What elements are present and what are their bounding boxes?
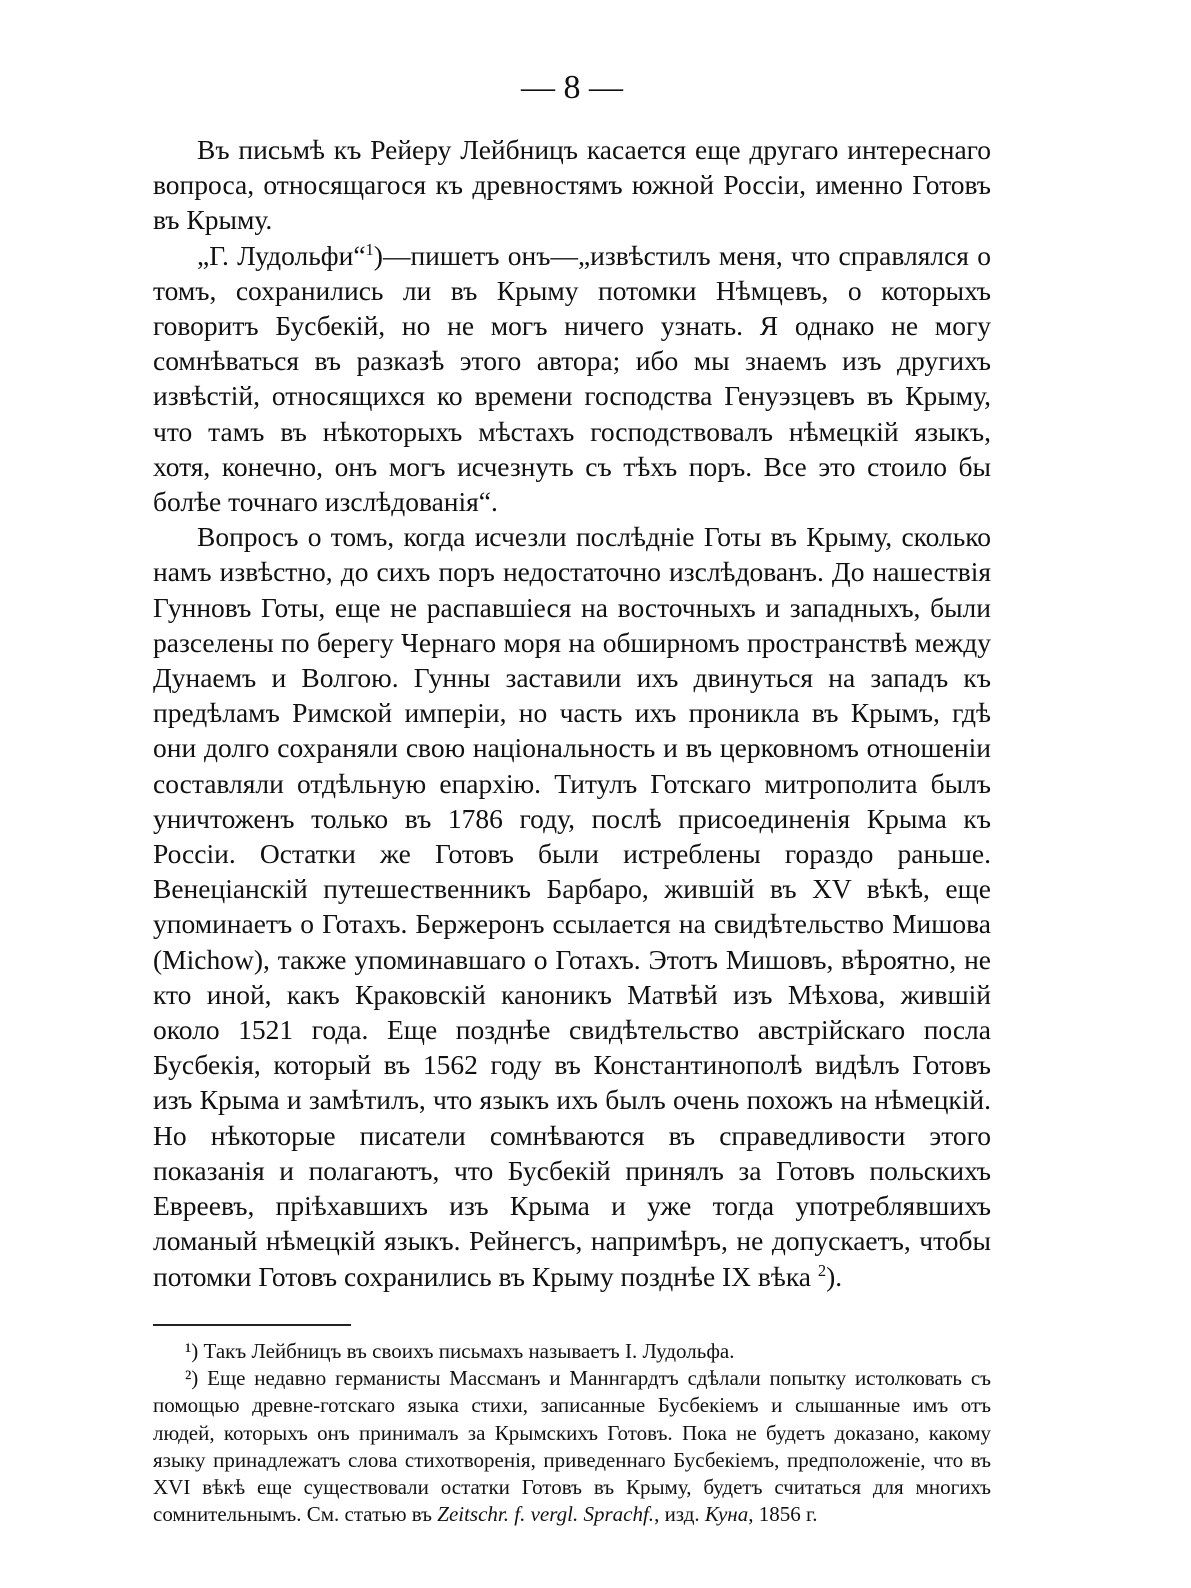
footnote-ref-2: 2 [817, 1260, 827, 1280]
footnote-2-year: , 1856 г. [748, 1502, 818, 1527]
editor-name: Куна [704, 1502, 749, 1527]
main-paragraph-closing: ). [826, 1260, 843, 1292]
journal-title: Zeitschr. f. vergl. Sprachf. [437, 1502, 655, 1527]
quote-open: „Г. Лудольфи“ [197, 239, 366, 271]
page-number: — 8 — [521, 69, 623, 106]
edition-prefix: , изд. [654, 1502, 700, 1527]
intro-paragraph: Въ письмѣ къ Рейеру Лейбницъ касается еще другаго интереснаго вопроса, относящагося къ древностямъ южной Россіи, именно Готовъ въ Крыму. [153, 134, 991, 236]
footnote-2-marker: ²) [185, 1366, 199, 1390]
footnote-1 [153, 1338, 991, 1365]
main-paragraph [153, 519, 991, 1293]
footnotes [153, 1338, 991, 1529]
book-page [153, 62, 991, 1529]
footnote-2 [153, 1365, 991, 1529]
footnote-2-text: Еще недавно германисты Массманъ и Маннгардтъ сдѣлали попытку истолковать съ помощью древне-готскаго языка стихи, записанные Бусбекіемъ и слышанные имъ отъ людей, которыхъ онъ принималъ за Крымскихъ Готовъ. Пока не будетъ доказано, какому языку принадлежатъ слова стихотворенія, приведеннаго Бусбекіемъ, предположеніе, что въ XVI вѣкѣ еще существовали остатки Готовъ въ Крыму, будетъ считаться для многихъ сомнительнымъ. См. статью въ [153, 1366, 991, 1527]
quote-text: )—пишетъ онъ—„извѣстилъ меня, что справлялся о томъ, сохранились ли въ Крыму потомки Нѣмцевъ, о которыхъ говоритъ Бусбекій, но не могъ ничего узнать. Я однако не могу сомнѣваться въ разказѣ этого автора; ибо мы знаемъ изъ другихъ извѣстій, относящихся ко времени господства Генуэзцевъ въ Крыму, что тамъ въ нѣкоторыхъ мѣстахъ господствовалъ нѣмецкій языкъ, хотя, конечно, онъ могъ исчезнуть съ тѣхъ поръ. Все это стоило бы болѣе точнаго изслѣдованія“. [153, 239, 991, 518]
main-paragraph-text: Вопросъ о томъ, когда исчезли послѣдніе Готы въ Крыму, сколько намъ извѣстно, до сихъ поръ недостаточно изслѣдованъ. До нашествія Гунновъ Готы, еще не распавшіеся на восточныхъ и западныхъ, были разселены по берегу Чернаго моря на обширномъ пространствѣ между Дунаемъ и Волгою. Гунны заставили ихъ двинуться на западъ къ предѣламъ Римской имперіи, но часть ихъ проникла въ Крымъ, гдѣ они долго сохраняли свою національность и въ церковномъ отношеніи составляли отдѣльную епархію. Титулъ Готскаго митрополита былъ уничтоженъ только въ 1786 году, послѣ присоединенія Крыма къ Россіи. Остатки же Готовъ были истреблены гораздо раньше. Венеціанскій путешественникъ Барбаро, жившій въ XV вѣкѣ, еще упоминаетъ о Готахъ. Бержеронъ ссылается на свидѣтельство Мишова (Michow), также упоминавшаго о Готахъ. Этотъ Мишовъ, вѣроятно, не кто иной, какъ Краковскій каноникъ Матвѣй изъ Мѣхова, жившій около 1521 года. Еще позднѣе свидѣтельство австрійскаго посла Бусбекія, который въ 1562 году въ Константинополѣ видѣлъ Готовъ изъ Крыма и замѣтилъ, что языкъ ихъ былъ очень похожъ на нѣмецкій. Но нѣкоторые писатели сомнѣваются въ справедливости этого показанія и полагаютъ, что Бусбекій принялъ за Готовъ польскихъ Евреевъ, пріѣхавшихъ изъ Крыма и уже тогда употреблявшихъ ломаный нѣмецкій языкъ. Рейнегсъ, напримѣръ, не допускаетъ, чтобы потомки Готовъ сохранились въ Крыму позднѣе IX вѣка [153, 521, 991, 1292]
footnote-divider [153, 1324, 351, 1326]
footnote-1-marker: ¹) [185, 1338, 199, 1363]
main-text [153, 132, 991, 1294]
footnote-1-text: Такъ Лейбницъ въ своихъ письмахъ называетъ I. Лудольфа. [203, 1338, 735, 1363]
leibniz-quote [153, 238, 991, 520]
footnote-ref-1: 1 [365, 239, 374, 259]
